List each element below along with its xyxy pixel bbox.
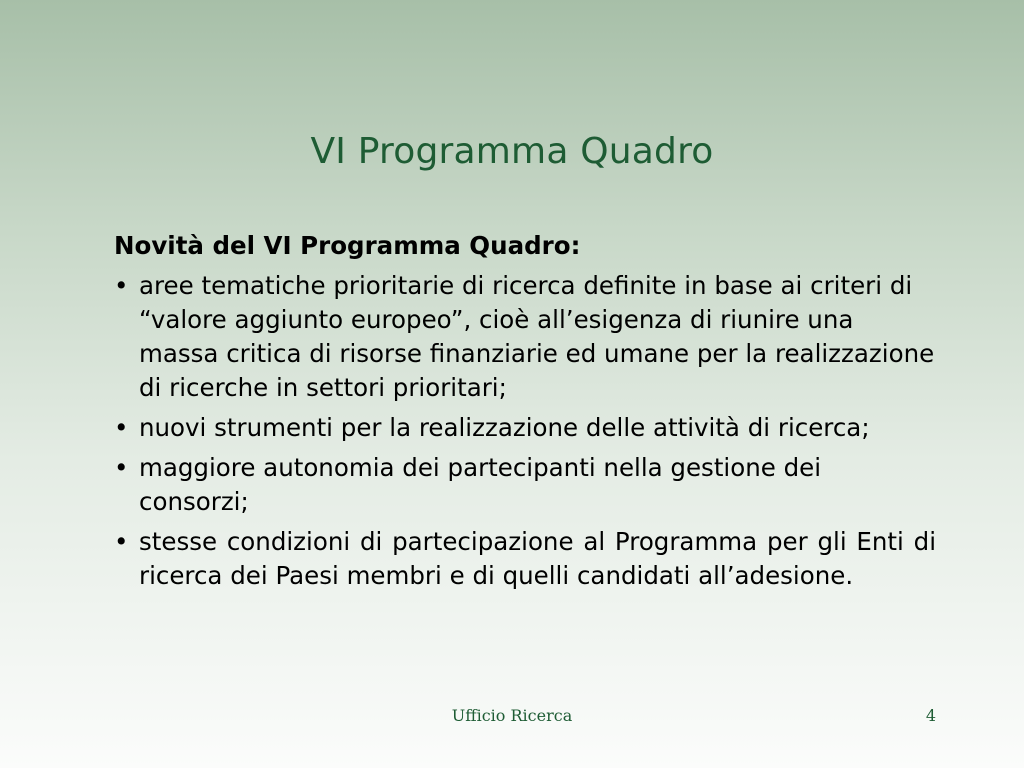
subheading: Novità del VI Programma Quadro: xyxy=(114,231,581,260)
bullet-text: aree tematiche prioritarie di ricerca definite in base ai criteri di “valore aggiunto europeo”, cioè all’esigenza di riunire una massa critica di risorse finanziarie ed umane per la realizzazione di ricerche in settori prioritari; xyxy=(139,271,935,402)
slide-content xyxy=(114,229,936,599)
bullet-text: maggiore autonomia dei partecipanti nella gestione dei consorzi; xyxy=(139,453,822,516)
bullet-list xyxy=(114,269,936,593)
bullet-item xyxy=(114,411,936,445)
footer-label: Ufficio Ricerca xyxy=(451,706,573,725)
bullet-item xyxy=(114,525,936,593)
bullet-item xyxy=(114,451,936,519)
bullet-icon: • xyxy=(114,527,129,556)
bullet-icon: • xyxy=(114,413,129,442)
slide-title: VI Programma Quadro xyxy=(310,131,714,172)
bullet-text: stesse condizioni di partecipazione al Programma per gli Enti di ricerca dei Paesi membri e di quelli candidati all’adesione. xyxy=(139,527,936,590)
bullet-item xyxy=(114,269,936,405)
page-number: 4 xyxy=(925,706,936,725)
bullet-text: nuovi strumenti per la realizzazione delle attività di ricerca; xyxy=(139,413,870,442)
bullet-icon: • xyxy=(114,453,129,482)
bullet-icon: • xyxy=(114,271,129,300)
